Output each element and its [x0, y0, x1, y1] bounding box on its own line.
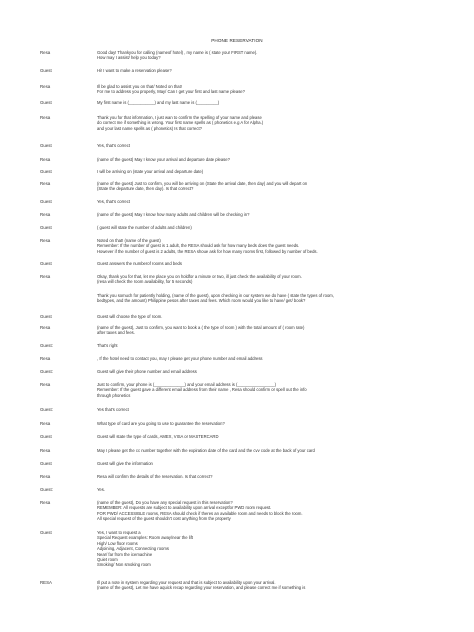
dialogue-line: do correct me if something is wrong. Your first name spells as ( phonetics e.g A for Alpha.) — [97, 120, 264, 126]
dialogue-line: (name of the guest) Just to confirm, you will be arriving on (State the arrival date, then day) and you will depart on — [97, 181, 308, 186]
speaker-label: Guest — [40, 461, 52, 466]
dialogue-text — [97, 115, 437, 131]
dialogue-line: Guest will choose the type of room. — [97, 314, 163, 319]
dialogue-line: Special Request examples: Room away/near the lift — [97, 535, 193, 541]
dialogue-line: Yes, that's correct — [97, 199, 130, 204]
dialogue-text — [97, 143, 437, 148]
dialogue-line: Good day! Thankyou for calling (nameof hotel) , my name is ( state your FIRST name). — [97, 50, 258, 55]
dialogue-line: (resa will check the room availability, for 5 seconds) — [97, 279, 193, 285]
dialogue-line: My first name is (___________) and my last name is (_________) — [97, 100, 220, 105]
dialogue-line: Thank you somuch for patiently holding, (name of the guest), upon checking in our system we do have ( state the types of room, — [97, 293, 334, 298]
dialogue-text — [97, 343, 437, 348]
dialogue-line: Quiet room — [97, 557, 118, 563]
dialogue-text — [97, 50, 437, 61]
dialogue-line: after taxes and fees. — [97, 330, 135, 336]
speaker-label: Guest — [40, 225, 52, 230]
speaker-label: Resa — [40, 325, 51, 330]
dialogue-text — [97, 382, 437, 398]
dialogue-text — [97, 181, 437, 192]
speaker-label: Resa — [40, 356, 51, 361]
speaker-label: Guest: — [40, 369, 53, 374]
speaker-label: Guest — [40, 434, 52, 439]
dialogue-line: Thank you for that information, I just wan to confirm the spelling of your name and please — [97, 115, 262, 120]
speaker-label: Guest — [40, 314, 52, 319]
speaker-label: Resa — [40, 274, 51, 279]
dialogue-line: How may I assist/ help you today? — [97, 55, 161, 61]
dialogue-line: Okay, thank you for that, let me place you on holdfor a minute or two, ill just check the availability of your room. — [97, 274, 302, 279]
dialogue-line: (name of the guest), Do you have any special request in this reservation? — [97, 500, 233, 505]
dialogue-text — [97, 84, 437, 95]
speaker-label: Resa — [40, 382, 51, 387]
dialogue-line: Remember: If the guest gave a different email address from their name , Resa should confirm or spell out the info — [97, 387, 307, 393]
speaker-label: Guest — [40, 68, 52, 73]
speaker-label: Guest: — [40, 343, 53, 348]
speaker-label: Resa — [40, 448, 51, 453]
dialogue-text — [97, 369, 437, 374]
dialogue-line: Near/ far from the icemachine — [97, 551, 153, 557]
dialogue-line: Guest will state the type of cards, AMEX, VISA or MASTERCARD — [97, 434, 219, 439]
speaker-label: Guest — [40, 530, 52, 535]
speaker-label: Resa — [40, 421, 51, 426]
dialogue-line: bedtypes, and the amount) Philippine pesos after taxes and fees. Which room would you like to have/ get/ book? — [97, 298, 306, 304]
speaker-label: RESA — [40, 580, 52, 585]
speaker-label: Resa — [40, 115, 51, 120]
dialogue-line: High/ Low floor rooms — [97, 540, 138, 546]
speaker-label: Resa — [40, 212, 51, 217]
page-title: PHONE RESERVATION — [211, 38, 263, 43]
dialogue-text — [97, 238, 437, 254]
dialogue-text — [97, 157, 437, 162]
speaker-label: Guest — [40, 143, 52, 148]
dialogue-text — [97, 68, 437, 73]
dialogue-line: through phonetics — [97, 392, 131, 398]
speaker-label: Resa — [40, 157, 51, 162]
dialogue-line: Guest answers the numberof rooms and beds — [97, 261, 182, 266]
dialogue-line: Ill put a note in system regarding your request and that is subject to availability upon your arrival. — [97, 580, 276, 585]
dialogue-text — [97, 293, 437, 304]
dialogue-line: Guest will give their phone number and email address — [97, 369, 197, 374]
speaker-label: Resa — [40, 474, 51, 479]
dialogue-text — [97, 325, 437, 336]
dialogue-line: However if the number of guest is 2 adults, the RESA shoue ask for how many rooms first, followed by number of beds. — [97, 248, 318, 254]
dialogue-line: All special request of the guest shouldn't cost anything from the property — [97, 516, 231, 522]
dialogue-line: (name of the guest), Just to confirm, you want to book a ( the type of room ) with the total amount of ( room rate) — [97, 325, 305, 330]
dialogue-line: I will be arriving on (state your arrival and departure date) — [97, 169, 204, 174]
dialogue-text — [97, 407, 437, 412]
dialogue-line: Yes. — [97, 487, 105, 492]
dialogue-text — [97, 580, 437, 591]
dialogue-line: For me to address you properly, May/ Can I get your first and last name please? — [97, 89, 245, 95]
dialogue-line: Guest will give the information — [97, 461, 153, 466]
speaker-label: Guest — [40, 261, 52, 266]
dialogue-line: ( guest will state the number of adults and children) — [97, 225, 192, 230]
dialogue-text — [97, 434, 437, 439]
dialogue-text — [97, 314, 437, 319]
dialogue-line: Remember: If the number of guest is 1 adult, the RESA should ask for how many beds does the guest needs. — [97, 243, 300, 249]
dialogue-text — [97, 199, 437, 204]
dialogue-line: Yes, I want to request a — [97, 530, 141, 535]
dialogue-line: Just to confirm, your phone is (_____________) and your email address is (________________) — [97, 382, 277, 387]
dialogue-text — [97, 274, 437, 285]
dialogue-line: , If the hotel need to contact you, may I please get your phone number and email address — [97, 356, 263, 361]
dialogue-text — [97, 356, 437, 361]
dialogue-text — [97, 212, 437, 217]
speaker-label: Resa — [40, 500, 51, 505]
dialogue-line: (name of the guest) May I know your arrival and departure date please? — [97, 157, 230, 162]
speaker-label: Guest: — [40, 407, 53, 412]
dialogue-line: What type of card are you going to use to guarantee the reservation? — [97, 421, 225, 426]
speaker-label: Guest — [40, 169, 52, 174]
dialogue-text — [97, 421, 437, 426]
dialogue-line: Resa will confirm the details of the reservation. Is that correct? — [97, 474, 213, 479]
dialogue-text — [97, 100, 437, 105]
speaker-label: Guest — [40, 199, 52, 204]
dialogue-line: Hi! I want to make a reservation please? — [97, 68, 172, 73]
dialogue-text — [97, 474, 437, 479]
dialogue-line: Smoking/ Non smoking room — [97, 562, 151, 568]
speaker-label: Resa — [40, 50, 51, 55]
dialogue-line: (name of the guest), Let me have aquick recap regarding your reservation, and please correct me if something is — [97, 585, 306, 591]
dialogue-line: Noted on that! (name of the guest) — [97, 238, 161, 243]
dialogue-text — [97, 487, 437, 492]
dialogue-line: and your last name spells as ( phonetics) Is that correct? — [97, 125, 202, 131]
dialogue-line: Yes that's correct — [97, 407, 129, 412]
speaker-label: Guest — [40, 100, 52, 105]
dialogue-text — [97, 261, 437, 266]
dialogue-text — [97, 448, 437, 453]
dialogue-line: Adjoining, Adjacent, Connecting rooms — [97, 546, 169, 552]
dialogue-line: REMEMBER: All requests are subject to availability upon arrival exceptfor PWD room request. — [97, 505, 272, 511]
dialogue-line: May I please get the cc number together with the expiration date of the card and the cvv code at the back of your card — [97, 448, 315, 453]
speaker-label: Guest: — [40, 487, 53, 492]
dialogue-line: That's right — [97, 343, 118, 348]
dialogue-text — [97, 169, 437, 174]
dialogue-line: (State the departure date, then day). Is that correct? — [97, 186, 194, 192]
dialogue-line: Yes, that's correct — [97, 143, 130, 148]
dialogue-text — [97, 530, 437, 568]
dialogue-text — [97, 500, 437, 522]
dialogue-line: FOR PWD/ ACCESSIBLE rooms, RESA should check if theres an available room and needs to block the room. — [97, 510, 303, 516]
speaker-label: Resa — [40, 84, 51, 89]
speaker-label: Resa — [40, 181, 51, 186]
speaker-label: Resa — [40, 238, 51, 243]
dialogue-text — [97, 225, 437, 230]
dialogue-text — [97, 461, 437, 466]
dialogue-line: Ill be glad to assist you on that/ Noted on that! — [97, 84, 182, 89]
dialogue-line: (name of the guest) May I know how many adults and children will be checking in? — [97, 212, 250, 217]
